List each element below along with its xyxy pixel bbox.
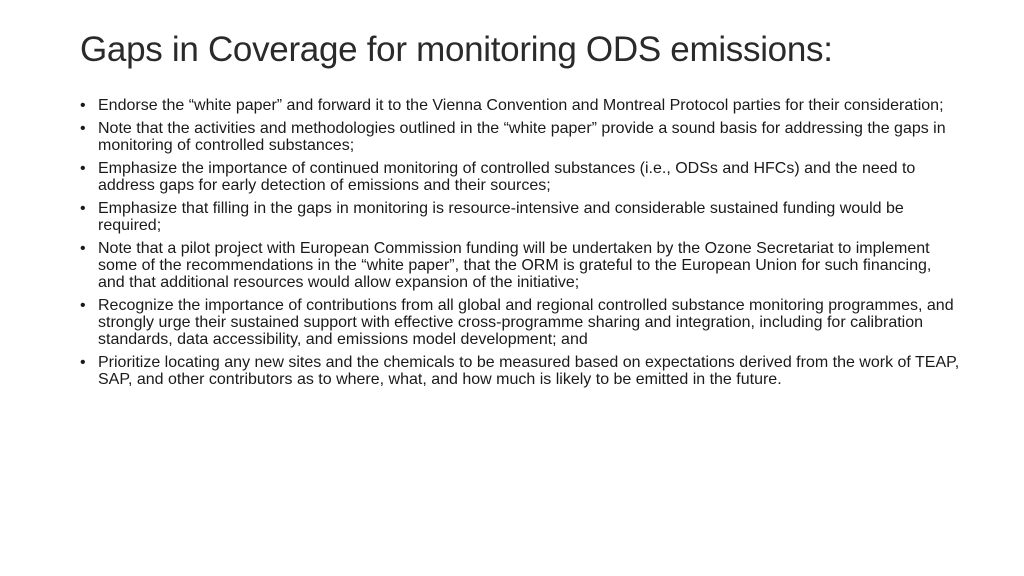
bullet-item <box>80 120 960 154</box>
bullet-item <box>80 200 960 234</box>
bullet-icon: • <box>80 297 86 314</box>
bullet-icon: • <box>80 97 86 114</box>
bullet-text: Emphasize that filling in the gaps in monitoring is resource-intensive and considerable sustained funding would be required; <box>98 200 904 234</box>
bullet-item <box>80 354 960 388</box>
bullet-item <box>80 297 960 348</box>
bullet-item <box>80 160 960 194</box>
bullet-text: Recognize the importance of contributions from all global and regional controlled substance monitoring programmes, and strongly urge their sustained support with effective cross-programme sharing and integration, including for calibration standards, data accessibility, and emissions model development; and <box>98 297 954 348</box>
bullet-text: Note that the activities and methodologies outlined in the “white paper” provide a sound basis for addressing the gaps in monitoring of controlled substances; <box>98 120 946 154</box>
bullet-text: Note that a pilot project with European Commission funding will be undertaken by the Ozone Secretariat to implement some of the recommendations in the “white paper”, that the ORM is grateful to the European Union for such financing, and that additional resources would allow expansion of the initiative; <box>98 240 932 291</box>
bullet-icon: • <box>80 354 86 371</box>
bullet-text: Prioritize locating any new sites and the chemicals to be measured based on expectations derived from the work of TEAP, SAP, and other contributors as to where, what, and how much is likely to be emitted in the future. <box>98 354 960 388</box>
slide-title: Gaps in Coverage for monitoring ODS emissions: <box>80 30 833 69</box>
bullet-icon: • <box>80 200 86 217</box>
bullet-icon: • <box>80 160 86 177</box>
bullet-text: Endorse the “white paper” and forward it to the Vienna Convention and Montreal Protocol parties for their consideration; <box>98 97 944 114</box>
bullet-icon: • <box>80 240 86 257</box>
bullet-item <box>80 240 960 291</box>
bullet-list <box>80 97 960 394</box>
bullet-item <box>80 97 960 114</box>
bullet-text: Emphasize the importance of continued monitoring of controlled substances (i.e., ODSs and HFCs) and the need to address gaps for early detection of emissions and their sources; <box>98 160 916 194</box>
bullet-icon: • <box>80 120 86 137</box>
